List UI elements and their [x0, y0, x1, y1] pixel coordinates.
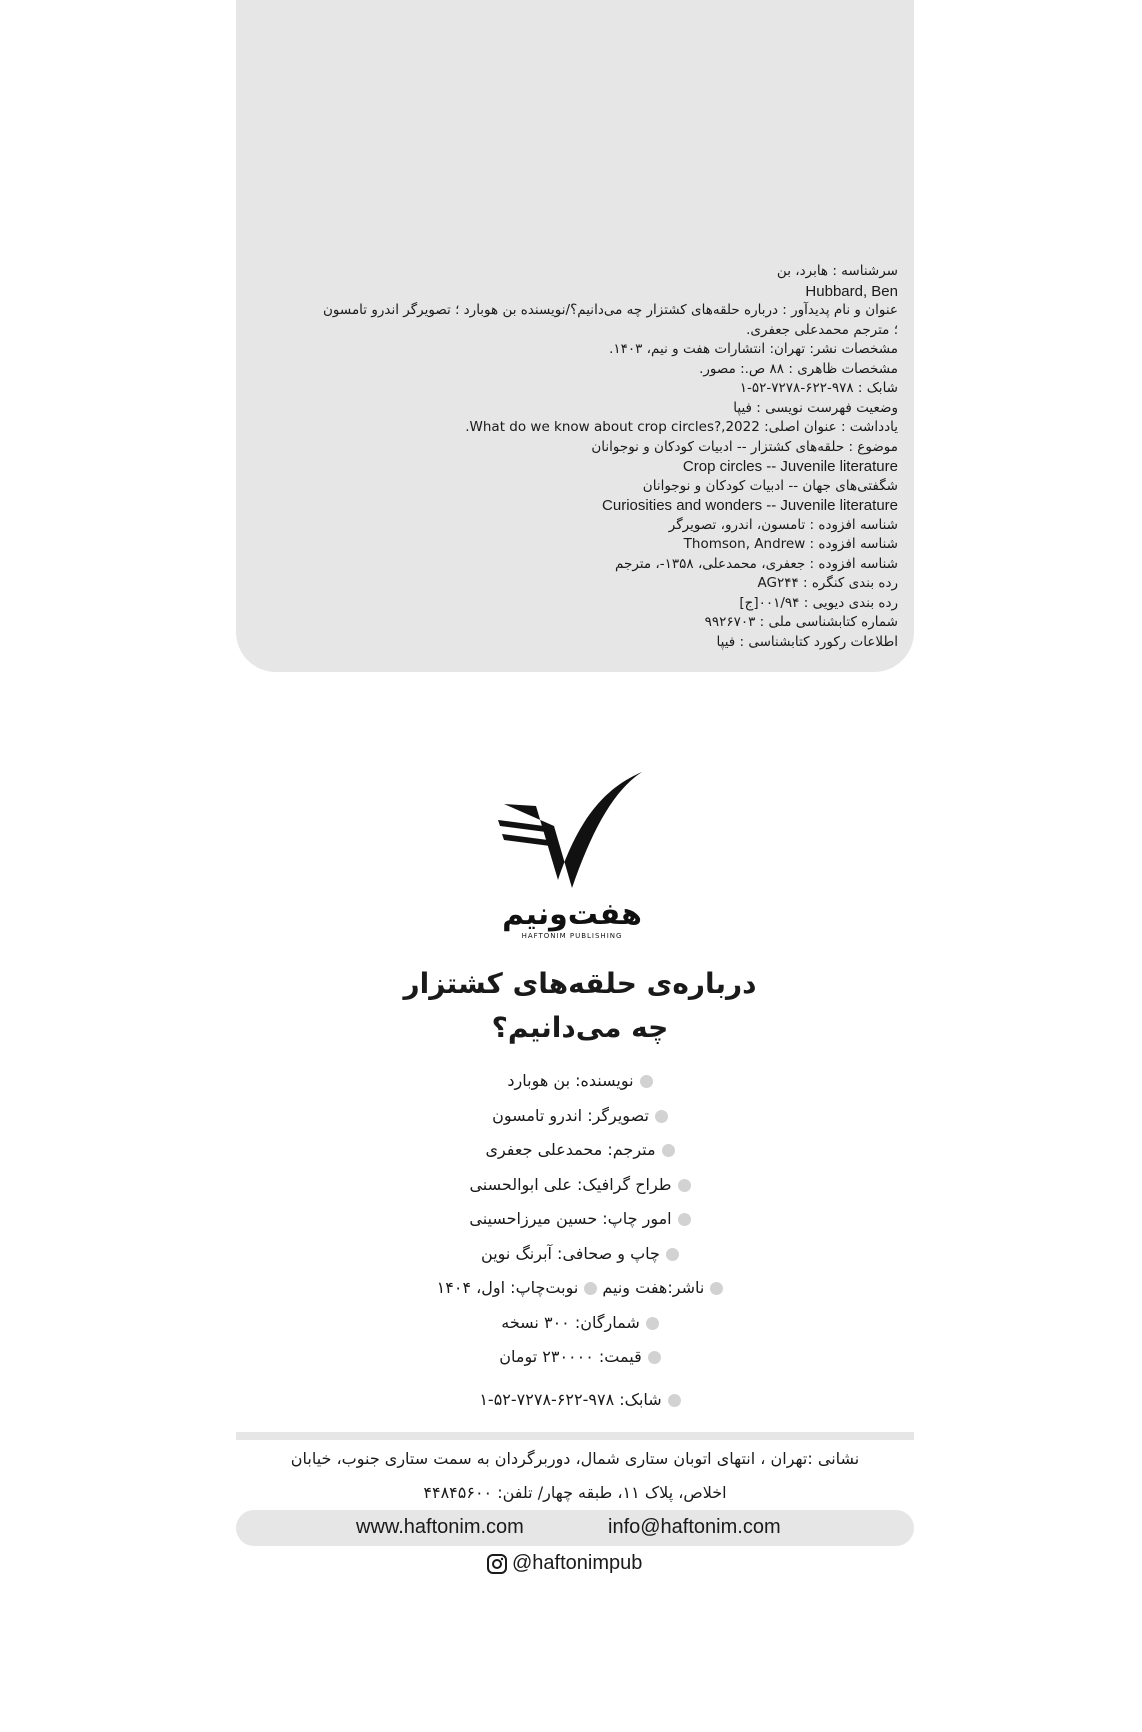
cip-line: رده بندی دیویی : ۰۰۱/۹۴[ج]: [739, 594, 898, 611]
cip-line: Hubbard, Ben: [805, 282, 898, 300]
checkmark-logo-icon: [496, 760, 656, 940]
logo-subtitle: HAFTONIM PUBLISHING: [521, 932, 623, 940]
cip-line: شماره کتابشناسی ملی : ۹۹۲۶۷۰۳: [704, 614, 898, 630]
cip-line: عنوان و نام پدیدآور : درباره حلقه‌های کشتزار چه می‌دانیم؟/نویسنده بن هوبارد ؛ تصویرگر اندرو تامسون: [323, 302, 898, 318]
bullet-dot: [640, 1075, 653, 1088]
cip-line: ؛ مترجم محمدعلی جعفری.: [746, 321, 898, 338]
bullet-dot: [666, 1248, 679, 1261]
cip-line: وضعیت فهرست نویسی : فیپا: [733, 399, 898, 416]
cip-line: Curiosities and wonders -- Juvenile literature: [602, 497, 898, 514]
email-link[interactable]: info@haftonim.com: [608, 1516, 781, 1538]
website-link[interactable]: www.haftonim.com: [356, 1516, 524, 1538]
contact-bar: [236, 1510, 914, 1546]
credit-printing: چاپ و صحافی: آبرنگ نوین: [300, 1237, 860, 1272]
cip-line: موضوع : حلقه‌های کشتزار -- ادبیات کودکان و نوجوانان: [591, 438, 898, 455]
bullet-dot: [655, 1110, 668, 1123]
cataloging-in-publication: [250, 262, 898, 652]
cip-line: مشخصات ظاهری : ۸۸ ص.: مصور.: [699, 360, 898, 377]
publisher-logo: [496, 760, 656, 940]
address-line-2: اخلاص، پلاک ۱۱، طبقه چهار/ تلفن: ۴۴۸۴۵۶۰۰: [423, 1483, 727, 1502]
credit-graphic-designer: طراح گرافیک: علی ابوالحسنی: [300, 1168, 860, 1203]
cip-line: شگفتی‌های جهان -- ادبیات کودکان و نوجوانان: [642, 477, 898, 494]
isbn: شابک: ۹۷۸-۶۲۲-۷۲۷۸-۵۲-۱: [300, 1390, 860, 1409]
book-title: [300, 962, 860, 1050]
bullet-dot: [710, 1282, 723, 1295]
cip-line: شناسه افزوده : تامسون، اندرو، تصویرگر: [668, 516, 898, 533]
title-line-1: درباره‌ی حلقه‌های کشتزار: [403, 967, 757, 1000]
bullet-dot: [678, 1179, 691, 1192]
bullet-dot: [678, 1213, 691, 1226]
address: [236, 1442, 914, 1510]
credit-price: قیمت: ۲۳۰۰۰۰ تومان: [300, 1340, 860, 1375]
cip-line: یادداشت : عنوان اصلی: What do we know about crop circles?,2022.: [465, 419, 898, 435]
credits-list: [300, 1064, 860, 1375]
credit-illustrator: تصویرگر: اندرو تامسون: [300, 1099, 860, 1134]
bullet-dot: [646, 1317, 659, 1330]
credit-print-run: شمارگان: ۳۰۰ نسخه: [300, 1306, 860, 1341]
credit-print-affairs: امور چاپ: حسین میرزاحسینی: [300, 1202, 860, 1237]
credit-publisher-edition: ناشر:هفت ونیم نوبت‌چاپ: اول، ۱۴۰۴: [300, 1271, 860, 1306]
instagram-handle: @haftonimpub: [512, 1552, 643, 1574]
cip-line: شناسه افزوده : جعفری، محمدعلی، ۱۳۵۸-، مترجم: [615, 555, 898, 572]
cip-line: Crop circles -- Juvenile literature: [682, 458, 898, 475]
divider: [236, 1432, 914, 1440]
cip-line: مشخصات نشر: تهران: انتشارات هفت و نیم، ۱۴۰۳.: [609, 341, 898, 357]
instagram-link[interactable]: [486, 1552, 642, 1575]
cip-line: اطلاعات رکورد کتابشناسی : فیپا: [716, 633, 898, 650]
bullet-dot: [668, 1394, 681, 1407]
credit-author: نویسنده: بن هوبارد: [300, 1064, 860, 1099]
bullet-dot: [662, 1144, 675, 1157]
instagram-icon: [486, 1553, 508, 1575]
cip-line: سرشناسه : هابرد، بن: [776, 263, 898, 279]
cip-line: شابک : ۹۷۸-۶۲۲-۷۲۷۸-۵۲-۱: [739, 380, 898, 396]
credit-translator: مترجم: محمدعلی جعفری: [300, 1133, 860, 1168]
cip-line: رده بندی کنگره : AG۲۴۴: [757, 575, 898, 591]
cip-line: شناسه افزوده : Thomson, Andrew: [683, 536, 898, 552]
address-line-1: نشانی :تهران ، انتهای اتوبان ستاری شمال، دوربرگردان به سمت ستاری جنوب، خیابان: [290, 1449, 860, 1468]
bullet-dot: [584, 1282, 597, 1295]
logo-name: هفت‌ونیم: [502, 897, 642, 932]
bullet-dot: [648, 1351, 661, 1364]
title-line-2: چه می‌دانیم؟: [491, 1011, 669, 1044]
